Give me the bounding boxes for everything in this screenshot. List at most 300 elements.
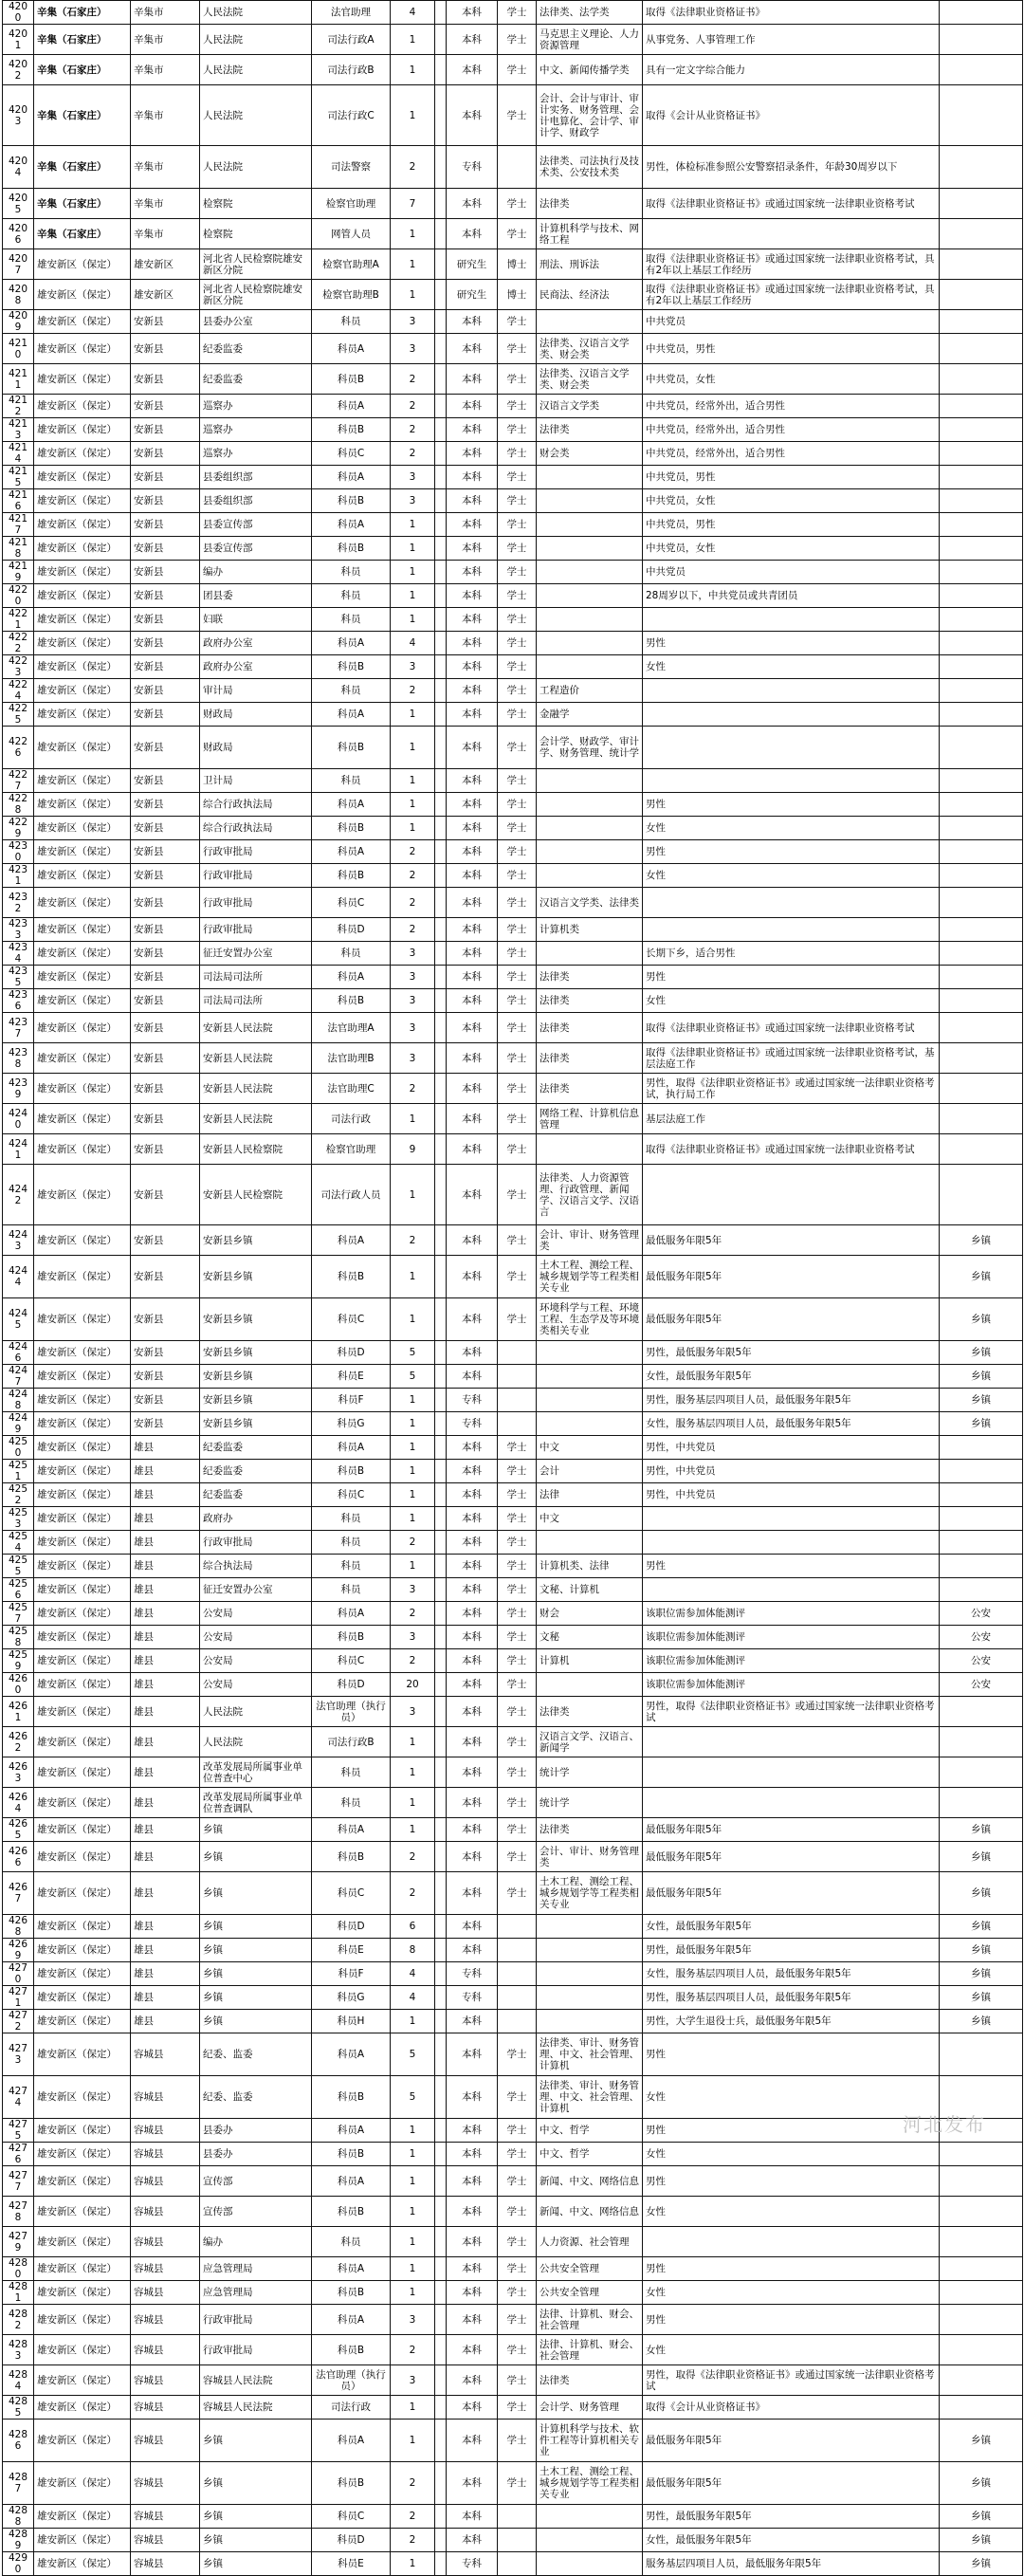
- table-cell: [643, 1578, 940, 1602]
- table-row: [3, 418, 1023, 442]
- table-cell: 科员B: [312, 2462, 391, 2505]
- table-cell: 本科: [447, 1, 498, 25]
- table-cell: 3: [391, 489, 435, 513]
- table-cell: 4: [391, 1, 435, 25]
- table-cell: [537, 1986, 643, 2010]
- table-cell: [537, 310, 643, 334]
- table-cell: [435, 1757, 447, 1788]
- table-cell: 学士: [498, 1555, 537, 1578]
- table-cell: 雄安新区（保定）: [34, 1013, 131, 1043]
- table-cell: 计算机类、法律: [537, 1555, 643, 1578]
- table-cell: 法律类、审计、财务管理、中文、社会管理、计算机: [537, 2076, 643, 2119]
- table-cell: [435, 1872, 447, 1915]
- table-cell: 雄安新区: [131, 249, 200, 280]
- table-cell: 4209: [3, 310, 34, 334]
- table-cell: 法官助理: [312, 1, 391, 25]
- table-cell: 乡镇: [200, 2529, 312, 2552]
- table-cell: 容城县: [131, 2143, 200, 2166]
- table-cell: [940, 2305, 1023, 2335]
- table-cell: 2: [391, 418, 435, 442]
- table-cell: 4261: [3, 1697, 34, 1727]
- table-cell: [537, 513, 643, 537]
- table-cell: 乡镇: [940, 1389, 1023, 1412]
- table-cell: 科员A: [312, 395, 391, 418]
- table-cell: 辛集（石家庄）: [34, 25, 131, 55]
- table-cell: 学士: [498, 1602, 537, 1626]
- table-cell: 安新县: [131, 1341, 200, 1365]
- table-cell: [435, 2033, 447, 2076]
- table-cell: 雄安新区（保定）: [34, 1673, 131, 1697]
- table-cell: 学士: [498, 942, 537, 966]
- table-cell: 雄县: [131, 1727, 200, 1757]
- table-row: [3, 310, 1023, 334]
- table-cell: [435, 2257, 447, 2281]
- table-cell: 容城县: [131, 2197, 200, 2227]
- table-cell: 纪委监委: [200, 1436, 312, 1460]
- table-cell: 乡镇: [940, 1256, 1023, 1298]
- table-cell: 学士: [498, 1043, 537, 1074]
- table-cell: 学士: [498, 2143, 537, 2166]
- table-row: [3, 561, 1023, 584]
- table-cell: 科员: [312, 769, 391, 793]
- table-cell: 编办: [200, 2227, 312, 2257]
- table-cell: 本科: [447, 632, 498, 655]
- table-cell: 学士: [498, 632, 537, 655]
- table-cell: 科员A: [312, 2119, 391, 2143]
- table-cell: [940, 280, 1023, 310]
- table-cell: 本科: [447, 1507, 498, 1531]
- table-cell: 本科: [447, 2505, 498, 2529]
- table-cell: [940, 466, 1023, 489]
- table-cell: 科员A: [312, 334, 391, 364]
- table-cell: 4239: [3, 1074, 34, 1104]
- table-cell: 乡镇: [200, 1986, 312, 2010]
- table-cell: 应急管理局: [200, 2281, 312, 2305]
- table-cell: [435, 537, 447, 561]
- table-cell: [498, 2505, 537, 2529]
- table-cell: 4260: [3, 1673, 34, 1697]
- table-cell: 乡镇: [200, 1962, 312, 1986]
- table-row: [3, 1626, 1023, 1649]
- table-cell: 男性: [643, 2166, 940, 2197]
- table-cell: [435, 1013, 447, 1043]
- table-cell: 科员C: [312, 1872, 391, 1915]
- table-cell: 雄安新区: [131, 280, 200, 310]
- table-cell: 本科: [447, 1104, 498, 1134]
- table-cell: 本科: [447, 1298, 498, 1341]
- table-cell: 4238: [3, 1043, 34, 1074]
- table-cell: [537, 769, 643, 793]
- table-cell: 科员B: [312, 537, 391, 561]
- table-cell: 男性，最低服务年限5年: [643, 1341, 940, 1365]
- table-cell: [940, 2257, 1023, 2281]
- table-cell: 本科: [447, 679, 498, 703]
- table-cell: 1: [391, 25, 435, 55]
- table-cell: 雄安新区（保定）: [34, 395, 131, 418]
- table-cell: 土木工程、测绘工程、城乡规划学等工程类相关专业: [537, 1256, 643, 1298]
- table-row: [3, 1507, 1023, 1531]
- table-row: [3, 1225, 1023, 1256]
- table-cell: 男性: [643, 2119, 940, 2143]
- table-cell: 本科: [447, 1341, 498, 1365]
- table-cell: 雄安新区（保定）: [34, 310, 131, 334]
- table-cell: 1: [391, 1727, 435, 1757]
- table-cell: 安新县: [131, 632, 200, 655]
- table-cell: 4254: [3, 1531, 34, 1555]
- table-cell: 环境科学与工程、环境工程、生态学及等环境类相关专业: [537, 1298, 643, 1341]
- table-cell: [435, 608, 447, 632]
- table-cell: 乡镇: [940, 1298, 1023, 1341]
- table-cell: 财会: [537, 1602, 643, 1626]
- table-cell: 安新县: [131, 1365, 200, 1389]
- table-cell: 本科: [447, 2396, 498, 2420]
- table-cell: 取得《法律职业资格证书》或通过国家统一法律职业资格考试: [643, 189, 940, 219]
- table-cell: 县委办公室: [200, 310, 312, 334]
- table-cell: 取得《法律职业资格证书》或通过国家统一法律职业资格考试: [643, 1134, 940, 1165]
- table-cell: 4221: [3, 608, 34, 632]
- table-cell: 新闻、中文、网络信息: [537, 2197, 643, 2227]
- table-cell: 专科: [447, 1962, 498, 1986]
- table-cell: 辛集市: [131, 25, 200, 55]
- table-cell: 5: [391, 2076, 435, 2119]
- table-cell: 安新县: [131, 703, 200, 727]
- table-cell: 2: [391, 888, 435, 918]
- table-cell: 容城县: [131, 2076, 200, 2119]
- table-row: [3, 2335, 1023, 2365]
- table-cell: 安新县: [131, 608, 200, 632]
- table-cell: 学士: [498, 310, 537, 334]
- table-cell: 容城县: [131, 2462, 200, 2505]
- table-cell: [643, 888, 940, 918]
- table-cell: 雄县: [131, 1915, 200, 1939]
- table-cell: 1: [391, 1555, 435, 1578]
- table-cell: 雄安新区（保定）: [34, 1165, 131, 1225]
- table-row: [3, 466, 1023, 489]
- table-cell: 学士: [498, 655, 537, 679]
- table-row: [3, 189, 1023, 219]
- table-cell: [435, 1915, 447, 1939]
- table-cell: [940, 817, 1023, 840]
- table-row: [3, 2552, 1023, 2576]
- table-cell: 乡镇: [200, 1872, 312, 1915]
- table-cell: [435, 2305, 447, 2335]
- table-cell: 4217: [3, 513, 34, 537]
- table-cell: [435, 1986, 447, 2010]
- table-cell: 雄安新区（保定）: [34, 655, 131, 679]
- table-cell: 本科: [447, 966, 498, 989]
- table-row: [3, 537, 1023, 561]
- table-cell: 本科: [447, 1013, 498, 1043]
- table-cell: 雄安新区（保定）: [34, 2143, 131, 2166]
- table-cell: 会计、审计、财务管理类: [537, 1842, 643, 1872]
- table-cell: [643, 1531, 940, 1555]
- table-cell: 学士: [498, 966, 537, 989]
- table-cell: 新闻、中文、网络信息: [537, 2166, 643, 2197]
- table-cell: 4249: [3, 1412, 34, 1436]
- table-cell: 学士: [498, 864, 537, 888]
- table-cell: 1: [391, 2227, 435, 2257]
- table-cell: 科员C: [312, 2505, 391, 2529]
- table-cell: 乡镇: [200, 1842, 312, 1872]
- table-cell: 学士: [498, 1460, 537, 1483]
- table-cell: 科员: [312, 561, 391, 584]
- table-cell: 4215: [3, 466, 34, 489]
- table-row: [3, 1134, 1023, 1165]
- table-cell: 4276: [3, 2143, 34, 2166]
- table-cell: [435, 1436, 447, 1460]
- table-cell: 检察官助理A: [312, 249, 391, 280]
- table-cell: 乡镇: [200, 2420, 312, 2462]
- table-cell: 学士: [498, 2119, 537, 2143]
- table-cell: 宣传部: [200, 2166, 312, 2197]
- table-cell: 科员: [312, 1507, 391, 1531]
- table-cell: 女性: [643, 2281, 940, 2305]
- table-cell: 雄安新区（保定）: [34, 1298, 131, 1341]
- table-cell: 安新县: [131, 793, 200, 817]
- table-cell: 男性: [643, 840, 940, 864]
- table-cell: 女性: [643, 817, 940, 840]
- table-cell: 本科: [447, 2227, 498, 2257]
- table-cell: 雄安新区（保定）: [34, 418, 131, 442]
- table-cell: [940, 1165, 1023, 1225]
- table-cell: 3: [391, 2365, 435, 2396]
- table-cell: 2: [391, 1531, 435, 1555]
- table-cell: 辛集（石家庄）: [34, 146, 131, 189]
- table-cell: 4225: [3, 703, 34, 727]
- table-cell: 雄安新区（保定）: [34, 989, 131, 1013]
- table-cell: [435, 1165, 447, 1225]
- table-cell: 安新县人民检察院: [200, 1134, 312, 1165]
- table-cell: 安新县: [131, 655, 200, 679]
- table-cell: [435, 334, 447, 364]
- table-cell: 4250: [3, 1436, 34, 1460]
- table-cell: 4271: [3, 1986, 34, 2010]
- table-cell: 科员: [312, 1788, 391, 1818]
- table-cell: 女性，服务基层四项目人员，最低服务年限5年: [643, 1412, 940, 1436]
- table-cell: 本科: [447, 1531, 498, 1555]
- table-cell: 4280: [3, 2257, 34, 2281]
- table-cell: 雄安新区（保定）: [34, 1412, 131, 1436]
- table-cell: 本科: [447, 2529, 498, 2552]
- table-cell: [435, 1256, 447, 1298]
- table-cell: 4212: [3, 395, 34, 418]
- table-cell: 女性: [643, 989, 940, 1013]
- table-cell: [435, 418, 447, 442]
- table-cell: [435, 727, 447, 769]
- table-row: [3, 2033, 1023, 2076]
- table-row: [3, 2166, 1023, 2197]
- table-cell: 科员H: [312, 2010, 391, 2033]
- table-cell: [435, 769, 447, 793]
- table-cell: 雄县: [131, 1697, 200, 1727]
- table-cell: 公安: [940, 1649, 1023, 1673]
- table-cell: 网管人员: [312, 219, 391, 249]
- table-cell: 安新县人民法院: [200, 1013, 312, 1043]
- table-cell: 学士: [498, 442, 537, 466]
- table-cell: [435, 1727, 447, 1757]
- table-cell: [940, 1507, 1023, 1531]
- table-cell: 纪委、监委: [200, 2076, 312, 2119]
- table-cell: 法律类: [537, 1818, 643, 1842]
- table-cell: 3: [391, 1043, 435, 1074]
- table-cell: 学士: [498, 513, 537, 537]
- table-cell: 学士: [498, 1649, 537, 1673]
- table-cell: [940, 310, 1023, 334]
- table-cell: 本科: [447, 1134, 498, 1165]
- table-cell: 编办: [200, 561, 312, 584]
- table-cell: 该职位需参加体能测评: [643, 1626, 940, 1649]
- table-cell: 专科: [447, 1986, 498, 2010]
- table-cell: 雄安新区（保定）: [34, 1104, 131, 1134]
- table-cell: 4285: [3, 2396, 34, 2420]
- table-cell: [940, 679, 1023, 703]
- table-cell: 4222: [3, 632, 34, 655]
- table-cell: [940, 2396, 1023, 2420]
- table-cell: 法官助理A: [312, 1013, 391, 1043]
- table-cell: [435, 679, 447, 703]
- table-cell: [940, 55, 1023, 85]
- table-row: [3, 1341, 1023, 1365]
- table-cell: 雄安新区（保定）: [34, 2076, 131, 2119]
- table-cell: 雄安新区（保定）: [34, 1962, 131, 1986]
- table-cell: 雄安新区（保定）: [34, 608, 131, 632]
- table-cell: 科员B: [312, 655, 391, 679]
- table-cell: 河北省人民检察院雄安新区分院: [200, 249, 312, 280]
- table-cell: 网络工程、计算机信息管理: [537, 1104, 643, 1134]
- table-cell: 法律类、汉语言文学类、财会类: [537, 364, 643, 395]
- table-cell: 雄安新区（保定）: [34, 1818, 131, 1842]
- table-cell: 统计学: [537, 1788, 643, 1818]
- table-cell: [435, 1412, 447, 1436]
- table-cell: 4233: [3, 918, 34, 942]
- table-cell: 法律类: [537, 2365, 643, 2396]
- table-cell: [537, 2552, 643, 2576]
- table-cell: 乡镇: [200, 2010, 312, 2033]
- table-cell: 法律类: [537, 989, 643, 1013]
- table-cell: 纪委监委: [200, 364, 312, 395]
- table-cell: 取得《会计从业资格证书》: [643, 85, 940, 146]
- table-cell: 4281: [3, 2281, 34, 2305]
- table-cell: 安新县乡镇: [200, 1365, 312, 1389]
- table-cell: 科员C: [312, 442, 391, 466]
- table-cell: 学士: [498, 395, 537, 418]
- table-cell: 学士: [498, 769, 537, 793]
- table-cell: 容城县: [131, 2281, 200, 2305]
- table-cell: 1: [391, 2396, 435, 2420]
- table-cell: 最低服务年限5年: [643, 1225, 940, 1256]
- table-cell: [940, 1, 1023, 25]
- table-cell: 男性，最低服务年限5年: [643, 1939, 940, 1962]
- table-cell: 雄安新区（保定）: [34, 2396, 131, 2420]
- table-cell: 4205: [3, 189, 34, 219]
- table-cell: 雄安新区（保定）: [34, 1531, 131, 1555]
- table-cell: 4248: [3, 1389, 34, 1412]
- table-cell: 科员: [312, 584, 391, 608]
- table-cell: 本科: [447, 364, 498, 395]
- table-cell: 1: [391, 1757, 435, 1788]
- table-cell: 专科: [447, 1412, 498, 1436]
- table-cell: [435, 2420, 447, 2462]
- table-cell: [435, 793, 447, 817]
- table-cell: 7: [391, 189, 435, 219]
- table-cell: [537, 1412, 643, 1436]
- table-cell: 科员B: [312, 727, 391, 769]
- table-cell: 本科: [447, 1939, 498, 1962]
- table-cell: 安新县人民法院: [200, 1074, 312, 1104]
- table-cell: 法律类、汉语言文学类、财会类: [537, 334, 643, 364]
- table-cell: 司法行政人员: [312, 1165, 391, 1225]
- table-row: [3, 2365, 1023, 2396]
- table-cell: [940, 537, 1023, 561]
- table-cell: 本科: [447, 1483, 498, 1507]
- table-cell: 辛集市: [131, 1, 200, 25]
- table-cell: 本科: [447, 817, 498, 840]
- table-cell: 4288: [3, 2505, 34, 2529]
- table-cell: [435, 1365, 447, 1389]
- table-cell: 县委宣传部: [200, 513, 312, 537]
- table-cell: [498, 2552, 537, 2576]
- table-cell: [537, 561, 643, 584]
- table-cell: [537, 864, 643, 888]
- table-cell: [435, 1074, 447, 1104]
- table-row: [3, 679, 1023, 703]
- table-row: [3, 280, 1023, 310]
- table-cell: 本科: [447, 2420, 498, 2462]
- table-cell: 本科: [447, 561, 498, 584]
- table-cell: 学士: [498, 1507, 537, 1531]
- table-cell: 学士: [498, 1673, 537, 1697]
- table-cell: [435, 2143, 447, 2166]
- table-cell: [435, 364, 447, 395]
- table-cell: 科员B: [312, 2281, 391, 2305]
- table-cell: [537, 2505, 643, 2529]
- table-cell: 4258: [3, 1626, 34, 1649]
- table-cell: [498, 2010, 537, 2033]
- table-cell: 1: [391, 769, 435, 793]
- table-cell: [940, 727, 1023, 769]
- table-cell: 本科: [447, 1915, 498, 1939]
- table-cell: 4273: [3, 2033, 34, 2076]
- table-cell: 公共安全管理: [537, 2281, 643, 2305]
- table-cell: 法官助理C: [312, 1074, 391, 1104]
- table-cell: [940, 2335, 1023, 2365]
- table-cell: [940, 2166, 1023, 2197]
- table-cell: 法律类: [537, 1013, 643, 1043]
- table-row: [3, 1939, 1023, 1962]
- table-cell: 安新县乡镇: [200, 1298, 312, 1341]
- table-cell: [435, 1602, 447, 1626]
- table-cell: 人民法院: [200, 55, 312, 85]
- table-cell: 安新县: [131, 561, 200, 584]
- table-cell: 容城县人民法院: [200, 2365, 312, 2396]
- table-cell: 本科: [447, 1673, 498, 1697]
- table-cell: 财政局: [200, 727, 312, 769]
- table-cell: 雄安新区（保定）: [34, 1460, 131, 1483]
- table-cell: [643, 679, 940, 703]
- table-cell: 乡镇: [940, 2462, 1023, 2505]
- table-cell: [643, 1788, 940, 1818]
- table-cell: 雄县: [131, 1872, 200, 1915]
- table-cell: 本科: [447, 1727, 498, 1757]
- table-cell: 女性: [643, 2143, 940, 2166]
- table-cell: 安新县: [131, 1074, 200, 1104]
- table-cell: 该职位需参加体能测评: [643, 1602, 940, 1626]
- table-cell: [498, 1412, 537, 1436]
- table-cell: 科员B: [312, 1460, 391, 1483]
- table-cell: [435, 1298, 447, 1341]
- table-cell: 乡镇: [940, 2420, 1023, 2462]
- table-cell: 雄安新区（保定）: [34, 2305, 131, 2335]
